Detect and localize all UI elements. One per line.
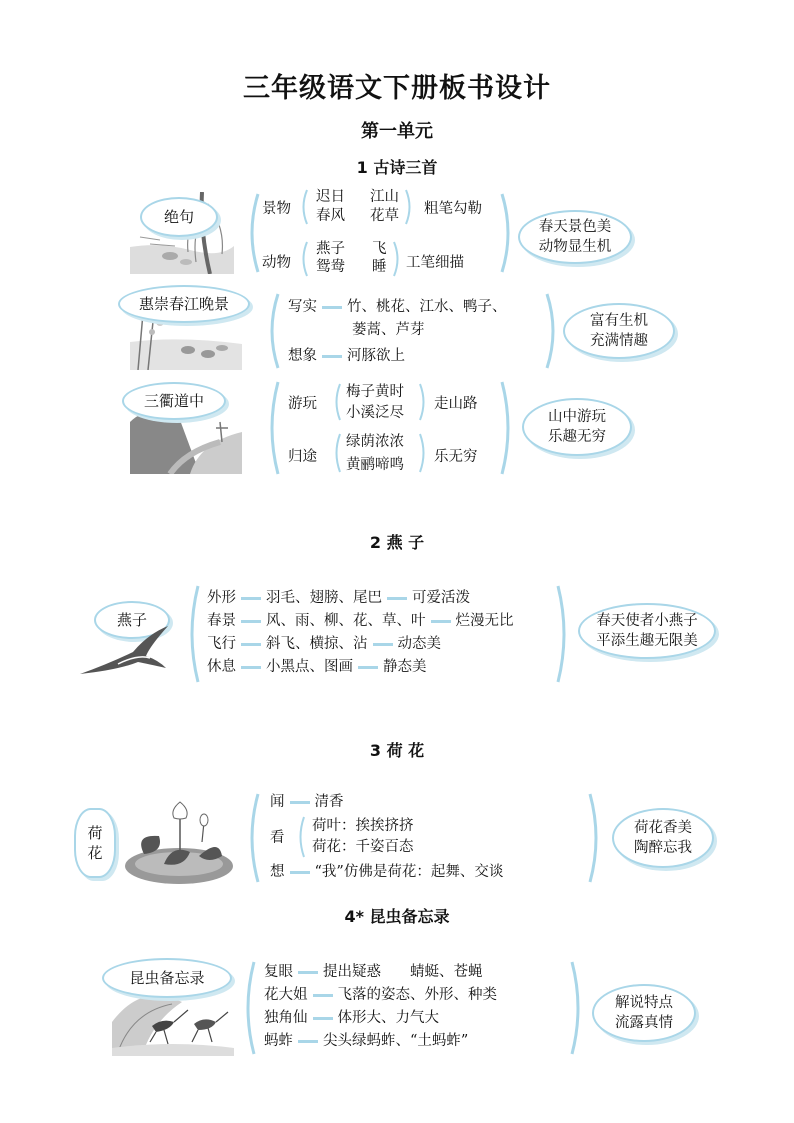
lesson3-summary-cloud xyxy=(612,808,714,868)
connector-line xyxy=(431,620,451,623)
connector-line xyxy=(298,1040,318,1043)
poem3-summary1: 山中游玩 xyxy=(548,409,606,425)
swallow-illustration xyxy=(78,624,170,676)
lesson4-label-cloud xyxy=(102,958,232,998)
poem2-summary2: 充满情趣 xyxy=(590,333,648,349)
lesson3-k1: 闻 xyxy=(270,794,285,810)
row-key: 外形 xyxy=(207,590,236,606)
row-key: 花大姐 xyxy=(264,987,308,1003)
row-key: 蚂蚱 xyxy=(264,1033,293,1049)
poem1-k2r: 工笔细描 xyxy=(406,255,464,271)
poem1-a2: 江山 xyxy=(370,189,399,205)
poem3-label: 三衢道中 xyxy=(143,392,204,410)
lesson2-row xyxy=(207,589,470,607)
connector-line xyxy=(373,643,393,646)
lesson3-summary1: 荷花香美 xyxy=(634,820,692,836)
poem1-a1: 迟日 xyxy=(316,189,345,205)
poem2-l2: 蒌蒿、芦芽 xyxy=(352,322,425,338)
left-bracket xyxy=(244,192,260,274)
poem1-k2: 动物 xyxy=(262,255,291,271)
connector-line xyxy=(290,871,310,874)
lesson4-summary-cloud xyxy=(592,984,696,1042)
poem2-k1: 写实 xyxy=(288,299,317,315)
lesson4-row xyxy=(264,1009,439,1027)
poem3-r2: 乐无穷 xyxy=(434,449,478,465)
connector-line xyxy=(241,643,261,646)
lesson3-v2a: 荷叶：挨挨挤挤 xyxy=(312,818,414,834)
poem1-b2: 花草 xyxy=(370,208,399,224)
lesson3-k3: 想 xyxy=(270,864,285,880)
poem1-summary2: 动物显生机 xyxy=(538,239,612,255)
row-mid: 羽毛、翅膀、尾巴 xyxy=(266,590,382,606)
poem3-r1: 走山路 xyxy=(434,396,478,412)
lesson4-row xyxy=(264,1032,468,1050)
left-bracket xyxy=(240,960,256,1056)
small-bracket xyxy=(418,432,428,474)
row-key: 独角仙 xyxy=(264,1010,308,1026)
lesson3-v1: 清香 xyxy=(314,794,344,810)
page-title: 三年级语文下册板书设计 xyxy=(243,73,551,104)
lesson2-row xyxy=(207,612,514,630)
poem1-c1: 燕子 xyxy=(316,241,345,257)
right-bracket xyxy=(570,960,586,1056)
poem1-summary1: 春天景色美 xyxy=(538,219,612,235)
lesson4-label: 昆虫备忘录 xyxy=(129,969,205,987)
lesson4-row xyxy=(264,986,497,1004)
poem2-label-cloud xyxy=(118,285,250,323)
poem2-l1: 竹、桃花、江水、鸭子、 xyxy=(347,299,507,315)
poem2-l3: 河豚欲上 xyxy=(347,348,405,364)
right-bracket xyxy=(500,380,516,476)
poem2-row1 xyxy=(288,298,507,316)
left-bracket xyxy=(244,792,260,884)
lesson2-label: 燕子 xyxy=(116,611,147,629)
connector-line xyxy=(241,597,261,600)
lesson2-summary-cloud xyxy=(578,603,716,659)
poem3-c: 绿荫浓浓 xyxy=(346,434,404,450)
connector-line xyxy=(241,666,261,669)
lotus-illustration xyxy=(124,794,234,886)
connector-line xyxy=(298,971,318,974)
poem1-d2: 睡 xyxy=(372,259,387,275)
lesson4-heading: 4* 昆虫备忘录 xyxy=(344,907,450,926)
lesson1-heading: 1 古诗三首 xyxy=(356,158,438,177)
lesson2-row xyxy=(207,635,441,653)
right-bracket xyxy=(545,292,561,370)
row-result: 烂漫无比 xyxy=(455,613,514,629)
small-bracket xyxy=(332,432,342,474)
lesson4-summary2: 流露真情 xyxy=(615,1015,673,1031)
connector-line xyxy=(313,994,333,997)
lesson3-v2b: 荷花：千姿百态 xyxy=(312,839,414,855)
poem3-summary2: 乐趣无穷 xyxy=(548,429,606,445)
row-value: 尖头绿蚂蚱、“土蚂蚱” xyxy=(323,1033,469,1049)
poem1-label: 绝句 xyxy=(163,208,194,226)
connector-line xyxy=(322,355,342,358)
lesson4-row xyxy=(264,963,483,981)
lesson2-row xyxy=(207,658,427,676)
poem1-summary-cloud xyxy=(518,210,632,264)
row-mid: 小黑点、图画 xyxy=(266,659,353,675)
lesson2-summary1: 春天使者小燕子 xyxy=(596,613,698,629)
poem2-row3 xyxy=(288,347,405,365)
small-bracket xyxy=(299,188,309,226)
row-result: 可爱活泼 xyxy=(412,590,470,606)
poem1-c2: 飞 xyxy=(372,241,387,257)
poem3-k1: 游玩 xyxy=(288,396,317,412)
lesson3-v3: “我”仿佛是荷花：起舞、交谈 xyxy=(314,864,504,880)
row-result: 静态美 xyxy=(383,659,427,675)
poem2-summary1: 富有生机 xyxy=(590,313,648,329)
small-bracket xyxy=(299,240,309,278)
lesson2-heading: 2 燕 子 xyxy=(369,533,425,552)
small-bracket xyxy=(296,815,306,859)
left-bracket xyxy=(264,380,280,476)
poem2-k2: 想象 xyxy=(288,348,317,364)
poem3-a: 梅子黄时 xyxy=(346,384,404,400)
row-value: 飞落的姿态、外形、种类 xyxy=(337,987,497,1003)
poem1-label-cloud xyxy=(140,197,218,237)
lesson3-k2: 看 xyxy=(270,830,285,846)
small-bracket xyxy=(418,382,428,422)
poem3-k2: 归途 xyxy=(288,449,317,465)
poem2-label: 惠崇春江晚景 xyxy=(138,295,229,313)
row-value: 体形大、力气大 xyxy=(337,1010,439,1026)
poem2-summary-cloud xyxy=(563,303,675,359)
left-bracket xyxy=(184,584,200,684)
connector-line xyxy=(322,306,342,309)
poem3-b: 小溪泛尽 xyxy=(346,405,404,421)
connector-line xyxy=(241,620,261,623)
connector-line xyxy=(358,666,378,669)
lesson3-label1: 荷 xyxy=(87,824,103,842)
row-key: 飞行 xyxy=(207,636,236,652)
connector-line xyxy=(313,1017,333,1020)
lesson3-label2: 花 xyxy=(87,844,103,862)
lesson3-summary2: 陶醉忘我 xyxy=(634,840,692,856)
poem1-b1: 春风 xyxy=(316,208,345,224)
poem3-summary-cloud xyxy=(522,398,632,456)
row-result: 动态美 xyxy=(397,636,441,652)
lesson3-heading: 3 荷 花 xyxy=(369,741,425,760)
right-bracket xyxy=(500,192,516,274)
row-key: 春景 xyxy=(207,613,236,629)
row-key: 复眼 xyxy=(264,964,293,980)
lesson3-row1 xyxy=(270,793,344,811)
poem1-k1: 景物 xyxy=(262,201,291,217)
small-bracket xyxy=(404,188,414,226)
right-bracket xyxy=(556,584,572,684)
unit-title: 第一单元 xyxy=(361,121,433,142)
connector-line xyxy=(387,597,407,600)
poem3-label-cloud xyxy=(122,382,226,420)
poem1-d1: 鸳鸯 xyxy=(316,259,345,275)
small-bracket xyxy=(392,240,402,278)
connector-line xyxy=(290,801,310,804)
lesson4-summary1: 解说特点 xyxy=(615,995,673,1011)
right-bracket xyxy=(588,792,604,884)
lesson2-summary2: 平添生趣无限美 xyxy=(596,633,698,649)
lesson3-row3 xyxy=(270,863,503,881)
small-bracket xyxy=(332,382,342,422)
row-mid: 风、雨、柳、花、草、叶 xyxy=(266,613,426,629)
poem1-k1r: 粗笔勾勒 xyxy=(424,201,482,217)
row-value: 提出疑惑 蜻蜓、苍蝇 xyxy=(323,964,483,980)
row-key: 休息 xyxy=(207,659,236,675)
left-bracket xyxy=(264,292,280,370)
lesson3-label-cloud xyxy=(74,808,116,878)
poem3-d: 黄鹂啼鸣 xyxy=(346,457,404,473)
row-mid: 斜飞、横掠、沾 xyxy=(266,636,368,652)
